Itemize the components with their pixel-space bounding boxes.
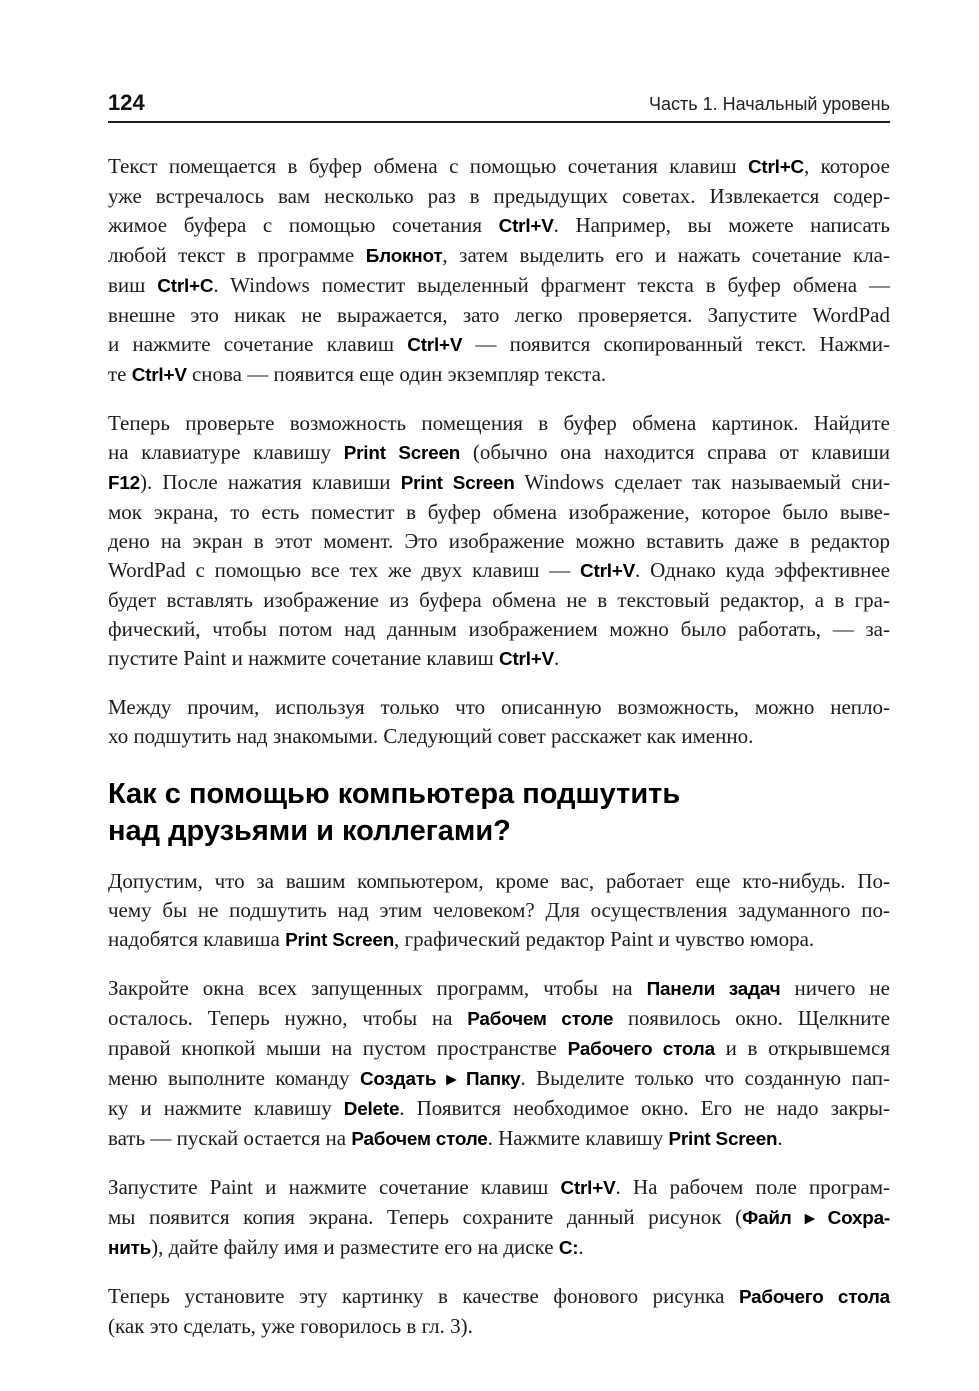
text-run: и в открывшемся: [714, 1036, 890, 1060]
text-run: на клавиатуре клавишу: [108, 440, 344, 464]
text-line: [108, 1203, 890, 1233]
text-run: . Например, вы можете написать: [553, 213, 890, 237]
text-run: . Нажмите клавишу: [487, 1126, 669, 1150]
text-line: [108, 974, 890, 1004]
text-line: [108, 301, 890, 330]
bold-term: Print Screen: [400, 473, 515, 494]
text-run: Допустим, что за вашим компьютером, кроме вас, работает еще кто-нибудь. По-: [108, 869, 890, 893]
text-run: Теперь проверьте возможность помещения в буфер обмена картинок. Найдите: [108, 411, 890, 435]
text-line: [108, 1312, 890, 1341]
text-run: любой текст в программе: [108, 243, 366, 267]
text-line: [108, 867, 890, 896]
text-line: [108, 241, 890, 271]
text-run: Между прочим, используя только что описанную возможность, можно непло-: [108, 695, 890, 719]
bold-term: Рабочем столе: [351, 1129, 488, 1150]
text-line: [108, 211, 890, 241]
paragraph: [108, 1282, 890, 1341]
text-run: виш: [108, 273, 158, 297]
bold-term: Print Screen: [285, 930, 395, 951]
heading-line: над друзьями и коллегами?: [108, 815, 511, 847]
text-line: [108, 586, 890, 615]
text-line: [108, 438, 890, 468]
text-line: [108, 182, 890, 211]
bold-term: Print Screen: [343, 443, 461, 464]
text-line: [108, 1233, 890, 1263]
content-flow: [108, 152, 890, 1341]
text-run: Теперь установите эту картинку в качестве фонового рисунка: [108, 1284, 739, 1308]
text-run: снова — появится еще один экземпляр текста.: [186, 362, 607, 386]
text-line: [108, 1034, 890, 1064]
text-line: [108, 1064, 890, 1094]
text-line: [108, 615, 890, 644]
text-line: [108, 330, 890, 360]
text-run: .: [553, 646, 560, 670]
bold-term: Ctrl+V: [407, 335, 463, 356]
heading-line: Как с помощью компьютера подшутить: [108, 778, 681, 810]
bold-term: Создать ▸ Папку: [359, 1069, 521, 1090]
bold-term: F12: [108, 473, 140, 494]
text-run: чему бы не подшутить над этим человеком? Для осуществления задуманного по-: [108, 898, 890, 922]
text-run: мок экрана, то есть поместит в буфер обмена изображение, которое было выве-: [108, 500, 890, 524]
bold-term: Ctrl+V: [499, 649, 554, 670]
bold-term: Панели задач: [646, 979, 781, 1000]
text-line: [108, 360, 890, 390]
text-run: жимое буфера с помощью сочетания: [108, 213, 499, 237]
text-run: вать — пускай остается на: [108, 1126, 352, 1150]
text-run: . Выделите только что созданную пап-: [520, 1066, 890, 1090]
bold-term: Ctrl+V: [498, 216, 554, 237]
text-run: правой кнопкой мыши на пустом пространстве: [108, 1036, 568, 1060]
bold-term: Блокнот: [365, 246, 443, 267]
bold-term: Рабочего стола: [567, 1039, 715, 1060]
text-line: [108, 1173, 890, 1203]
text-line: [108, 409, 890, 438]
text-line: [108, 1124, 890, 1154]
text-run: появилось окно. Щелкните: [613, 1006, 890, 1030]
text-run: WordPad с помощью все тех же двух клавиш —: [108, 558, 581, 582]
text-run: надобятся клавиша: [108, 927, 286, 951]
page-body: [108, 152, 890, 1341]
text-line: [108, 896, 890, 925]
page-number: 124: [108, 90, 145, 115]
text-run: . Однако куда эффективнее: [635, 558, 890, 582]
page-header: [108, 90, 890, 116]
text-line: [108, 556, 890, 586]
bold-term: нить: [108, 1238, 152, 1259]
bold-term: C:: [558, 1238, 579, 1259]
text-run: будет вставлять изображение из буфера обмена не в текстовый редактор, а в гра-: [108, 588, 890, 612]
header-rule: [108, 121, 890, 123]
text-run: — появится скопированный текст. Нажми-: [462, 332, 890, 356]
bold-term: Файл ▸ Сохра-: [742, 1208, 890, 1229]
text-run: и нажмите сочетание клавиш: [108, 332, 408, 356]
bold-term: Ctrl+V: [580, 561, 635, 582]
text-run: Запустите Paint и нажмите сочетание клавиш: [108, 1175, 561, 1199]
bold-term: Delete: [343, 1099, 400, 1120]
bold-term: Ctrl+V: [131, 365, 187, 386]
text-run: Закройте окна всех запущенных программ, чтобы на: [108, 976, 647, 1000]
text-run: те: [108, 362, 132, 386]
paragraph: [108, 409, 890, 674]
text-run: меню выполните команду: [108, 1066, 360, 1090]
text-run: хо подшутить над знакомыми. Следующий совет расскажет как именно.: [108, 724, 754, 748]
paragraph: [108, 693, 890, 751]
section-heading: [108, 776, 890, 850]
text-line: [108, 693, 890, 722]
text-line: [108, 925, 890, 955]
bold-term: Print Screen: [668, 1129, 778, 1150]
text-run: . Появится необходимое окно. Его не надо закры-: [399, 1096, 890, 1120]
text-run: , графический редактор Paint и чувство юмора.: [394, 927, 815, 951]
bold-term: Рабочего стола: [738, 1287, 890, 1308]
text-line: [108, 468, 890, 498]
text-run: Windows сделает так называемый сни-: [514, 470, 891, 494]
text-run: , затем выделить его и нажать сочетание кла-: [442, 243, 890, 267]
text-run: осталось. Теперь нужно, чтобы на: [108, 1006, 468, 1030]
bold-term: Ctrl+C: [157, 276, 214, 297]
text-line: [108, 1004, 890, 1034]
text-run: фический, чтобы потом над данным изображением можно было работать, — за-: [108, 617, 890, 641]
text-run: ку и нажмите клавишу: [108, 1096, 344, 1120]
text-run: дено на экран в этот момент. Это изображение можно вставить даже в редактор: [108, 529, 890, 553]
running-title: Часть 1. Начальный уровень: [649, 94, 890, 114]
text-run: . На рабочем поле програм-: [615, 1175, 890, 1199]
text-line: [108, 498, 890, 527]
text-run: (как это сделать, уже говорилось в гл. 3).: [108, 1314, 473, 1338]
paragraph: [108, 974, 890, 1154]
text-run: . Windows поместит выделенный фрагмент текста в буфер обмена —: [213, 273, 890, 297]
paragraph: [108, 867, 890, 955]
text-line: [108, 1094, 890, 1124]
text-run: .: [777, 1126, 783, 1150]
text-run: , которое: [804, 154, 890, 178]
text-run: уже встречалось вам несколько раз в предыдущих советах. Извлекается содер-: [108, 184, 890, 208]
paragraph: [108, 152, 890, 390]
text-run: (обычно она находится справа от клавиши: [460, 440, 890, 464]
text-run: ), дайте файлу имя и разместите его на диске: [151, 1235, 559, 1259]
text-run: ). После нажатия клавиши: [139, 470, 401, 494]
text-line: [108, 152, 890, 182]
text-line: [108, 644, 890, 674]
text-line: [108, 271, 890, 301]
bold-term: Ctrl+V: [560, 1178, 616, 1199]
text-run: мы появится копия экрана. Теперь сохраните данный рисунок (: [108, 1205, 743, 1229]
text-run: .: [578, 1235, 584, 1259]
text-run: внешне это никак не выражается, зато легко проверяется. Запустите WordPad: [108, 303, 890, 327]
text-run: Текст помещается в буфер обмена с помощью сочетания клавиш: [108, 154, 748, 178]
text-line: [108, 1282, 890, 1312]
bold-term: Ctrl+C: [747, 157, 804, 178]
text-line: [108, 722, 890, 751]
bold-term: Рабочем столе: [467, 1009, 614, 1030]
paragraph: [108, 1173, 890, 1263]
text-run: ничего не: [780, 976, 890, 1000]
text-line: [108, 527, 890, 556]
text-run: пустите Paint и нажмите сочетание клавиш: [108, 646, 500, 670]
